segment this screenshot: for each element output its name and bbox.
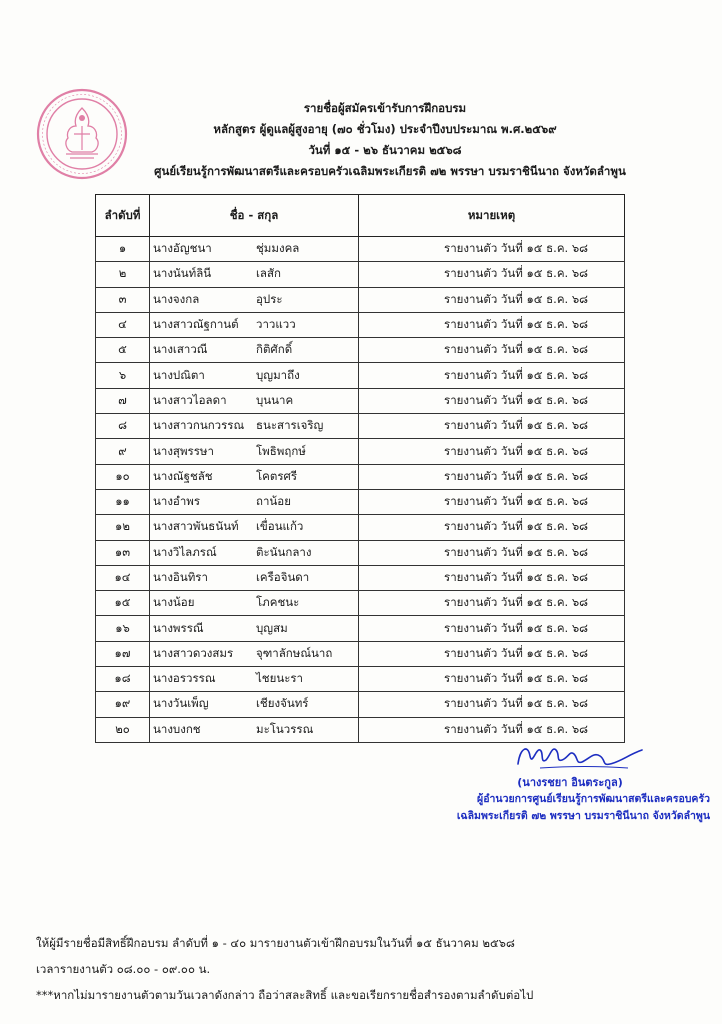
row-remark: รายงานตัว วันที่ ๑๕ ธ.ค. ๖๘ — [359, 717, 625, 742]
row-full-name — [150, 616, 359, 641]
row-remark: รายงานตัว วันที่ ๑๕ ธ.ค. ๖๘ — [359, 591, 625, 616]
row-full-name — [150, 287, 359, 312]
row-remark: รายงานตัว วันที่ ๑๕ ธ.ค. ๖๘ — [359, 616, 625, 641]
row-remark: รายงานตัว วันที่ ๑๕ ธ.ค. ๖๘ — [359, 464, 625, 489]
row-remark: รายงานตัว วันที่ ๑๕ ธ.ค. ๖๘ — [359, 565, 625, 590]
row-first-name: นางบงกช — [153, 721, 201, 736]
row-remark: รายงานตัว วันที่ ๑๕ ธ.ค. ๖๘ — [359, 439, 625, 464]
row-number: ๗ — [96, 388, 150, 413]
table-row — [96, 464, 625, 489]
column-header-number: ลำดับที่ — [96, 195, 150, 237]
row-first-name: นางสุพรรษา — [153, 443, 214, 458]
handwritten-signature — [510, 738, 650, 772]
row-full-name — [150, 591, 359, 616]
row-full-name — [150, 414, 359, 439]
row-full-name — [150, 464, 359, 489]
table-row — [96, 262, 625, 287]
row-first-name: นางณัฐชลัช — [153, 468, 213, 483]
row-remark: รายงานตัว วันที่ ๑๕ ธ.ค. ๖๘ — [359, 262, 625, 287]
row-full-name — [150, 540, 359, 565]
reporting-notice — [36, 930, 676, 1008]
row-number: ๑๙ — [96, 692, 150, 717]
row-full-name — [150, 565, 359, 590]
row-remark: รายงานตัว วันที่ ๑๕ ธ.ค. ๖๘ — [359, 237, 625, 262]
row-number: ๑๑ — [96, 489, 150, 514]
row-number: ๑๕ — [96, 591, 150, 616]
table-row — [96, 489, 625, 514]
row-number: ๒ — [96, 262, 150, 287]
notice-line-2: เวลารายงานตัว ๐๘.๐๐ - ๐๙.๐๐ น. — [36, 962, 211, 976]
row-last-name: ติะนันกลาง — [256, 544, 312, 559]
row-number: ๔ — [96, 312, 150, 337]
row-remark: รายงานตัว วันที่ ๑๕ ธ.ค. ๖๘ — [359, 287, 625, 312]
signature-block — [430, 738, 710, 825]
row-first-name: นางสาวกนกวรรณ — [153, 418, 245, 433]
header-organization: ศูนย์เรียนรู้การพัฒนาสตรีและครอบครัวเฉลิมพระเกียรติ ๗๒ พรรษา บรมราชินีนาถ จังหวัดลำพูน — [154, 164, 626, 178]
row-full-name — [150, 692, 359, 717]
row-number: ๑๘ — [96, 667, 150, 692]
row-full-name — [150, 667, 359, 692]
row-last-name: จุฑาลักษณ์นาถ — [256, 645, 333, 660]
signer-name: (นางรชยา อินตระกูล) — [517, 776, 623, 789]
row-last-name: เชียงจันทร์ — [256, 696, 309, 711]
row-full-name — [150, 641, 359, 666]
row-full-name — [150, 338, 359, 363]
table-row — [96, 515, 625, 540]
row-last-name: โคตรศรี — [256, 468, 297, 483]
row-number: ๙ — [96, 439, 150, 464]
row-last-name: ไชยนะรา — [256, 671, 303, 686]
row-first-name: นางวิไลภรณ์ — [153, 544, 217, 559]
row-number: ๑๒ — [96, 515, 150, 540]
row-last-name: เขื่อนแก้ว — [256, 519, 304, 534]
column-header-remark: หมายเหตุ — [359, 195, 625, 237]
row-last-name: อุประ — [256, 291, 283, 306]
row-number: ๘ — [96, 414, 150, 439]
row-last-name: บุญมาถึง — [256, 367, 300, 382]
row-remark: รายงานตัว วันที่ ๑๕ ธ.ค. ๖๘ — [359, 692, 625, 717]
row-full-name — [150, 363, 359, 388]
row-first-name: นางอินทิรา — [153, 570, 208, 584]
row-first-name: นางพรรณี — [153, 620, 204, 635]
row-last-name: โภคชนะ — [256, 595, 300, 610]
row-last-name: วาวแวว — [256, 317, 296, 332]
notice-line-3: ***หากไม่มารายงานตัวตามวันเวลาดังกล่าว ถือว่าสละสิทธิ์ และขอเรียกรายชื่อสำรองตามลำดับต่อไป — [36, 988, 534, 1002]
table-row — [96, 414, 625, 439]
column-header-name: ชื่อ - สกุล — [150, 195, 359, 237]
table-row — [96, 616, 625, 641]
row-last-name: ถาน้อย — [256, 494, 291, 509]
row-last-name: กิติศักดิ์ — [256, 342, 293, 357]
table-row — [96, 338, 625, 363]
row-first-name: นางอรวรรณ — [153, 671, 216, 686]
row-first-name: นางอัญชนา — [153, 241, 212, 256]
row-remark: รายงานตัว วันที่ ๑๕ ธ.ค. ๖๘ — [359, 641, 625, 666]
row-first-name: นางเสาวณี — [153, 342, 208, 357]
row-full-name — [150, 717, 359, 742]
row-first-name: นางสาวไอลดา — [153, 392, 227, 407]
row-first-name: นางสาวณัฐกานต์ — [153, 317, 239, 332]
row-last-name: ชุ่มมงคล — [256, 241, 300, 256]
signer-position-line1: ผู้อำนวยการศูนย์เรียนรู้การพัฒนาสตรีและครอบครัว — [477, 793, 710, 805]
row-full-name — [150, 237, 359, 262]
table-row — [96, 692, 625, 717]
row-number: ๒๐ — [96, 717, 150, 742]
row-first-name: นางอำพร — [153, 494, 201, 509]
table-row — [96, 641, 625, 666]
row-full-name — [150, 439, 359, 464]
table-row — [96, 667, 625, 692]
row-number: ๑๖ — [96, 616, 150, 641]
row-remark: รายงานตัว วันที่ ๑๕ ธ.ค. ๖๘ — [359, 667, 625, 692]
row-last-name: เลสัก — [256, 266, 281, 281]
document-header — [150, 98, 626, 178]
row-number: ๓ — [96, 287, 150, 312]
header-title: รายชื่อผู้สมัครเข้ารับการฝึกอบรม — [303, 101, 467, 115]
row-full-name — [150, 388, 359, 413]
row-first-name: นางสาวดวงสมร — [153, 645, 234, 660]
table-row — [96, 540, 625, 565]
signer-position-line2: เฉลิมพระเกียรติ ๗๒ พรรษา บรมราชินีนาถ จังหวัดลำพูน — [456, 810, 710, 822]
header-course: หลักสูตร ผู้ดูแลผู้สูงอายุ (๗๐ ชั่วโมง) ประจำปีงบประมาณ พ.ศ.๒๕๖๙ — [213, 122, 557, 136]
table-row — [96, 439, 625, 464]
row-remark: รายงานตัว วันที่ ๑๕ ธ.ค. ๖๘ — [359, 338, 625, 363]
row-number: ๑๔ — [96, 565, 150, 590]
table-body — [96, 237, 625, 743]
row-full-name — [150, 312, 359, 337]
row-first-name: นางจงกล — [153, 291, 200, 306]
row-number: ๑๐ — [96, 464, 150, 489]
row-number: ๑๗ — [96, 641, 150, 666]
header-dates: วันที่ ๑๕ - ๒๖ ธันวาคม ๒๕๖๘ — [308, 143, 462, 157]
row-number: ๑๓ — [96, 540, 150, 565]
table-row — [96, 312, 625, 337]
row-remark: รายงานตัว วันที่ ๑๕ ธ.ค. ๖๘ — [359, 515, 625, 540]
row-last-name: โพธิพฤกษ์ — [256, 443, 306, 458]
row-last-name: บุนนาค — [256, 392, 294, 407]
row-remark: รายงานตัว วันที่ ๑๕ ธ.ค. ๖๘ — [359, 312, 625, 337]
row-remark: รายงานตัว วันที่ ๑๕ ธ.ค. ๖๘ — [359, 540, 625, 565]
table-row — [96, 388, 625, 413]
row-last-name: มะโนวรรณ — [256, 721, 314, 736]
row-last-name: เครือจินดา — [256, 570, 310, 584]
row-first-name: นางนันท์ลินี — [153, 266, 212, 281]
row-number: ๕ — [96, 338, 150, 363]
row-full-name — [150, 515, 359, 540]
notice-line-1: ให้ผู้มีรายชื่อมีสิทธิ์ฝึกอบรม ลำดับที่ ๑ - ๔๐ มารายงานตัวเข้าฝึกอบรมในวันที่ ๑๕ ธันวาคม ๒๕๖๘ — [36, 936, 515, 950]
row-remark: รายงานตัว วันที่ ๑๕ ธ.ค. ๖๘ — [359, 489, 625, 514]
row-remark: รายงานตัว วันที่ ๑๕ ธ.ค. ๖๘ — [359, 414, 625, 439]
table-row — [96, 565, 625, 590]
table-row — [96, 287, 625, 312]
table-header-row — [96, 195, 625, 237]
roster-table — [95, 194, 625, 743]
row-last-name: บุญสม — [256, 620, 288, 635]
row-full-name — [150, 489, 359, 514]
table-row — [96, 363, 625, 388]
row-number: ๖ — [96, 363, 150, 388]
row-first-name: นางสาวพันธนันท์ — [153, 519, 239, 534]
row-first-name: นางน้อย — [153, 595, 195, 610]
row-number: ๑ — [96, 237, 150, 262]
table-row — [96, 237, 625, 262]
row-first-name: นางปณิตา — [153, 367, 205, 382]
row-first-name: นางวันเพ็ญ — [153, 696, 209, 711]
row-remark: รายงานตัว วันที่ ๑๕ ธ.ค. ๖๘ — [359, 388, 625, 413]
row-last-name: ธนะสารเจริญ — [256, 418, 324, 433]
row-full-name — [150, 262, 359, 287]
row-remark: รายงานตัว วันที่ ๑๕ ธ.ค. ๖๘ — [359, 363, 625, 388]
table-row — [96, 591, 625, 616]
